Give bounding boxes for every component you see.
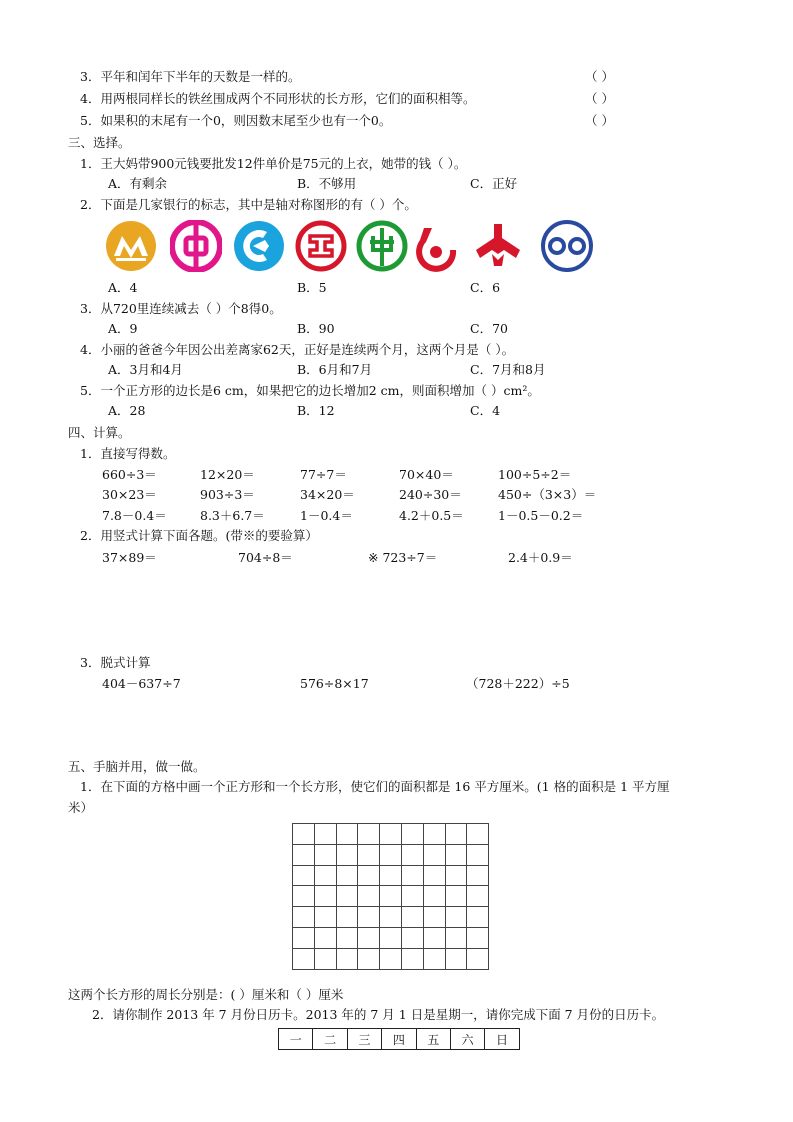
answer-paren[interactable]: （ ） [585,91,614,106]
weekday-tue: 二 [313,1029,347,1050]
choice-q3: 3．从720里连续减去（ ）个8得0。 [80,301,282,316]
judgment-4: 4．用两根同样长的铁丝围成两个不同形状的长方形，它们的面积相等。 [80,91,476,106]
oral-calc: 903÷3＝ [200,487,255,502]
calc-part-1: 1．直接写得数。 [80,446,176,461]
option-a[interactable]: A．4 [108,280,138,295]
section-5-title: 五、手脑并用，做一做。 [68,759,206,774]
vertical-calc: 37×89＝ [102,550,157,565]
option-c[interactable]: C．70 [470,321,508,336]
vertical-calc: ※ 723÷7＝ [368,550,438,565]
step-calc: 576÷8×17 [300,676,369,691]
option-b[interactable]: B．不够用 [297,176,357,191]
option-c[interactable]: C．正好 [470,176,518,191]
construction-bank-icon [233,220,285,272]
oral-calc: 4.2＋0.5＝ [399,508,464,523]
oral-calc: 100÷5÷2＝ [498,467,572,482]
step-calc: （728＋222）÷5 [466,676,570,691]
option-a[interactable]: A．有剩余 [108,176,168,191]
section-4-title: 四、计算。 [68,425,131,440]
section-3-title: 三、选择。 [68,135,131,150]
oral-calc: 30×23＝ [102,487,157,502]
judgment-3: 3．平年和闰年下半年的天数是一样的。 [80,69,301,84]
oral-calc: 77÷7＝ [300,467,347,482]
task-1: 1．在下面的方格中画一个正方形和一个长方形，使它们的面积都是 16 平方厘米。(1 格的面积是 1 平方厘 [80,779,670,794]
answer-paren[interactable]: （ ） [585,113,614,128]
option-a[interactable]: A．3月和4月 [108,362,183,377]
oral-calc: 240÷30＝ [399,487,462,502]
option-b[interactable]: B．6月和7月 [297,362,373,377]
choice-q1: 1．王大妈带900元钱要批发12件单价是75元的上衣，她带的钱（ ）。 [80,156,467,171]
option-a[interactable]: A．28 [108,403,146,418]
answer-paren[interactable]: （ ） [585,69,614,84]
oral-calc: 34×20＝ [300,487,355,502]
vertical-calc: 704÷8＝ [238,550,293,565]
oral-calc: 660÷3＝ [102,467,157,482]
choice-q5: 5．一个正方形的边长是6 cm，如果把它的边长增加2 cm，则面积增加（ ）cm²。 [80,383,540,398]
bank-logo-6-icon [410,220,462,272]
task-2: 2．请你制作 2013 年 7 月份日历卡。2013 年的 7 月 1 日是星期一，请你完成下面 7 月份的日历卡。 [92,1007,665,1022]
step-calc: 404－637÷7 [102,676,181,691]
oral-calc: 7.8－0.4＝ [102,508,167,523]
calc-part-2: 2．用竖式计算下面各题。(带※的要验算） [80,528,318,543]
weekday-mon: 一 [279,1029,313,1050]
weekday-fri: 五 [416,1029,450,1050]
weekday-wed: 三 [347,1029,381,1050]
task-1-cont: 米） [68,800,94,815]
icbc-icon [295,220,347,272]
calendar-header-table[interactable] [278,1028,520,1050]
bank-logo-7-icon [472,220,524,272]
weekday-thu: 四 [382,1029,416,1050]
oral-calc: 8.3＋6.7＝ [200,508,265,523]
weekday-sat: 六 [450,1029,484,1050]
option-c[interactable]: C．4 [470,403,501,418]
vertical-calc: 2.4＋0.9＝ [508,550,573,565]
oral-calc: 12×20＝ [200,467,255,482]
option-c[interactable]: C．6 [470,280,501,295]
oral-calc: 1－0.5－0.2＝ [498,508,584,523]
option-b[interactable]: B．12 [297,403,335,418]
choice-q2: 2．下面是几家银行的标志，其中是轴对称图形的有（ ）个。 [80,197,417,212]
bank-logo-m-icon [105,220,157,272]
choice-q4: 4．小丽的爸爸今年因公出差离家62天，正好是连续两个月，这两个月是（ ）。 [80,342,515,357]
bank-logo-8-icon [532,220,602,272]
oral-calc: 1－0.4＝ [300,508,353,523]
oral-calc: 70×40＝ [399,467,454,482]
bank-of-china-icon [170,220,222,272]
drawing-grid[interactable] [292,823,489,970]
oral-calc: 450÷（3×3）＝ [498,487,597,502]
judgment-5: 5．如果积的末尾有一个0，则因数末尾至少也有一个0。 [80,113,392,128]
perimeter-question: 这两个长方形的周长分别是：( ）厘米和（ ）厘米 [68,987,344,1002]
agricultural-bank-icon [356,220,408,272]
calc-part-3: 3．脱式计算 [80,655,151,670]
option-b[interactable]: B．90 [297,321,335,336]
option-c[interactable]: C．7月和8月 [470,362,546,377]
weekday-sun: 日 [485,1029,519,1050]
option-a[interactable]: A．9 [108,321,138,336]
option-b[interactable]: B．5 [297,280,327,295]
